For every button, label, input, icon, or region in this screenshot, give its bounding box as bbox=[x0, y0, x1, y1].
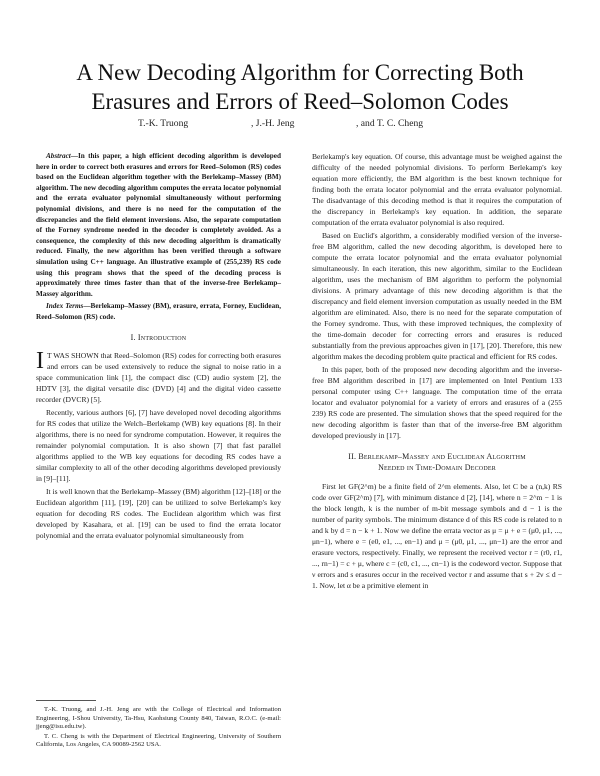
abstract-text: In this paper, a high efficient decoding algorithm is developed here in order to correct both erasures and errors for Reed–Solomon (RS) codes based on the Euclidean algorithm together with the Berlekamp–Massey (BM) algorithm. The new decoding algorithm computes the errata locator polynomial and the errata evaluator polynomial simultaneously without performing polynomial divisions, and there is no need for the computation of the discrepancies and the field element inversions. Also, the separate computation of the Forney syndrome needed in the decoder is completely avoided. As a consequence, the complexity of this new decoding algorithm is dramatically reduced. Finally, the new algorithm has been verified through a software simulation using C++ language. An illustrative example of (255,239) RS code using this program shows that the speed of the decoding process is approximately three times faster than that of the inverse-free Berlekamp–Massey algorithm. bbox=[36, 152, 281, 298]
abstract bbox=[36, 151, 281, 299]
index-terms-text: —Berlekamp–Massey (BM), erasure, errata, Forney, Euclidean, Reed–Solomon (RS) code. bbox=[36, 302, 282, 321]
left-column bbox=[36, 151, 281, 543]
paper-title bbox=[0, 58, 600, 116]
author-cheng: , and T. C. Cheng bbox=[356, 118, 424, 129]
footnotes bbox=[36, 706, 281, 751]
title-line-2: Erasures and Errors of Reed–Solomon Codes bbox=[91, 89, 509, 114]
section-2-heading bbox=[312, 451, 562, 473]
drop-cap: I bbox=[36, 347, 44, 374]
right-column bbox=[312, 151, 562, 593]
right-paragraph-2: Based on Euclid's algorithm, a considerably modified version of the inverse-free BM algorithm, called the new decoding algorithm, is developed here to compute the errata locator polynomial and the errata evaluator polynomial simultaneously. In each iteration, this new algorithm, similar to the Euclidean algorithm, uses the mechanism of BM algorithm to perform the polynomial divisions. A primary advantage of this new decoding algorithm is that the discrepancy and field element inversion computation as usually needed in the BM algorithm are eliminated. Also, there is no need for the separate computation of the Forney syndrome. Thus, with these improved techniques, the complexity of the time-domain decoder for correcting errors and erasures is reduced substantially from the previous approaches given in [17], [20]. Therefore, this new algorithm makes the decoding problem quite practical and efficient for RS codes. bbox=[312, 231, 562, 361]
right-paragraph-3: In this paper, both of the proposed new decoding algorithm and the inverse-free BM algorithm described in [17] are implemented on Intel Pentium 133 personal computer using C++ language. The computation time of the errata locator and evaluator polynomial for a variety of errors and erasures of a (255 239) RS code are presented. The simulation shows that the speed required for the new decoding algorithm is faster than that of the inverse-free BM algorithm developed previously in [17]. bbox=[312, 365, 562, 440]
section-2-heading-line-1: II. Berlekamp–Massey and Euclidean Algorithm bbox=[348, 452, 526, 461]
right-paragraph-4: First let GF(2^m) be a finite field of 2^m elements. Also, let C be a (n,k) RS code over GF(2^m) [7], with minimum distance d [2], [14], where n = 2^m − 1 is the block length, k is the number of m-bit message symbols and d − 1 is the number of parity symbols. The minimum distance d of this RS code is related to n and k by d = n − k + 1. Now we define the errata vector as μ = μ + e = (μ0, μ1, ..., μn−1), where e = (e0, e1, ..., en−1) and μ = (μ0, μ1, ..., μn−1) are the error and erasure vectors, respectively. Finally, we represent the received vector r = (r0, r1, ..., rn−1) = c + μ, where c = (c0, c1, ..., cn−1) is the codeword vector. Suppose that ν errors and s erasures occur in the received vector r and assume that s + 2ν ≤ d − 1. Now, let α be a primitive element in bbox=[312, 482, 562, 590]
index-terms-lead: Index Terms bbox=[46, 302, 84, 311]
author-truong: T.-K. Truong bbox=[138, 118, 189, 129]
title-line-1: A New Decoding Algorithm for Correcting Both bbox=[76, 60, 524, 85]
intro-paragraph-3: It is well known that the Berlekamp–Massey (BM) algorithm [12]–[18] or the Euclidean algorithm [11], [19], [20] can be utilized to solve Berlekamp's key equation for decoding RS codes. The Euclidean algorithm which was first developed by Kasahara, et al. [19] can be used to find the errata locator polynomial and the errata evaluator polynomial simultaneously from bbox=[36, 486, 281, 540]
section-2-heading-line-2: Needed in Time-Domain Decoder bbox=[378, 463, 496, 472]
author-jeng: , J.-H. Jeng bbox=[251, 118, 295, 129]
footnote-affiliation-2: T. C. Cheng is with the Department of Electrical Engineering, University of Southern California, Los Angeles, CA 90089-2562 USA. bbox=[36, 732, 281, 749]
intro-paragraph-1-text: T WAS SHOWN that Reed–Solomon (RS) codes for correcting both erasures and errors can be used extensively to reduce the signal to noise ratio in a space communication link [1], the compact disc (CD) audio system [2], the HDTV [3], the digital versatile disc (DVD) [4] and the digital video cassette recorder (DVCR) [5]. bbox=[36, 350, 281, 404]
right-paragraph-1: Berlekamp's key equation. Of course, this advantage must be weighed against the difficulty of the needed polynomial divisions. To perform Berlekamp's key equation more efficiently, the BM algorithm is the best known technique for finding both the errata locator polynomial and the errata evaluator polynomial. The disadvantage of this decoding method is that it requires the computation of the discrepancy in Berlekamp's key equation. In addition, the separate computation of the errata evaluator polynomial is also required. bbox=[312, 152, 562, 227]
intro-paragraph-1 bbox=[36, 347, 281, 405]
footnote-rule bbox=[36, 700, 96, 701]
footnote-affiliation-1: T.-K. Truong, and J.-H. Jeng are with the College of Electrical and Information Engineering, I-Shou University, Ta-Hsu, Kaohsiung County 840, Taiwan, R.O.C. (e-mail: jjeng@isu.edu.tw). bbox=[36, 706, 281, 731]
intro-paragraph-2: Recently, various authors [6], [7] have developed novel decoding algorithms for RS codes that utilize the Welch–Berlekamp (WB) key equations [8]. In their algorithms, there is no need for syndrome computation. However, it requires the remainder polynomial computation. It is also shown [7] that fast parallel algorithms applied to the WB key equations for decoding RS codes have a similar complexity to all of the other decoding algorithms developed previously in [9]–[11]. bbox=[36, 407, 281, 483]
index-terms bbox=[36, 301, 281, 322]
abstract-lead: Abstract— bbox=[46, 152, 78, 160]
section-1-heading: I. Introduction bbox=[130, 332, 187, 342]
